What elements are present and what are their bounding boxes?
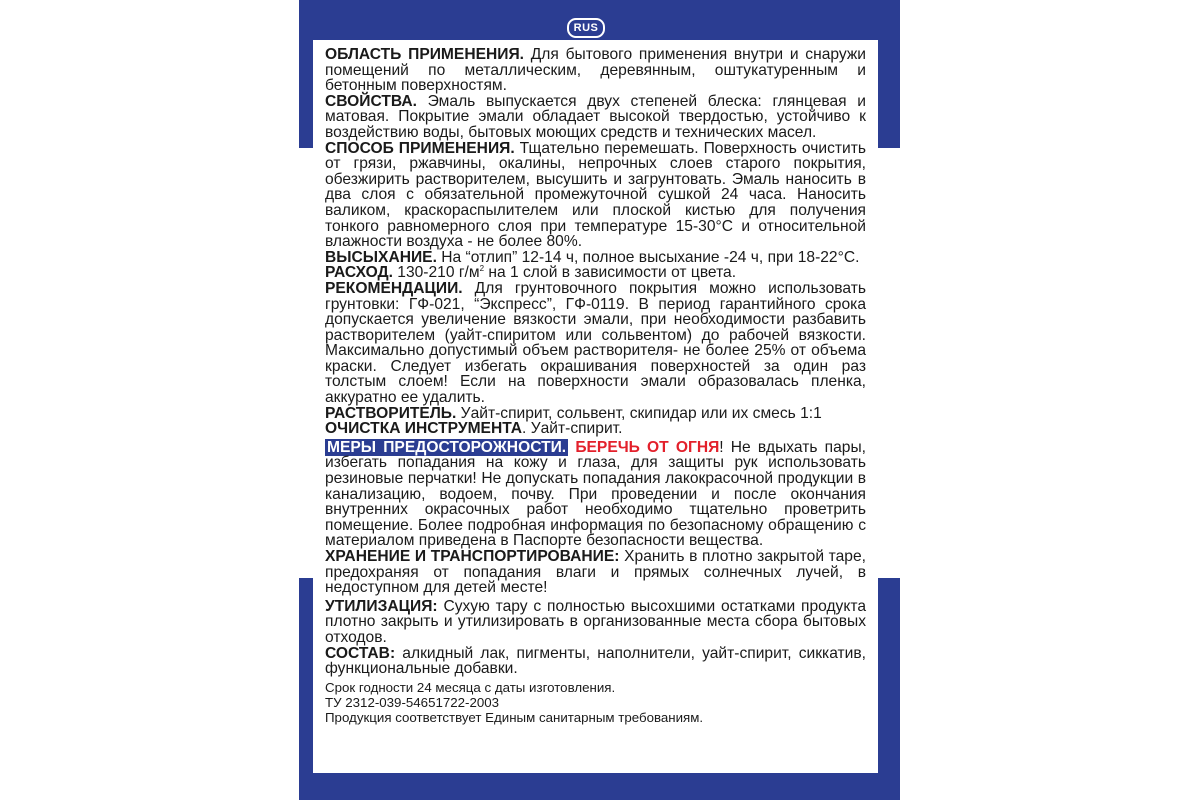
section-method	[325, 141, 878, 250]
section-text: Для бытового применения внутри и снаружи помещений по металлическим, деревянным, оштукатуренным и бетонным поверхностям.	[325, 46, 866, 95]
label-panel	[299, 0, 900, 800]
shelf-life: Срок годности 24 месяца с даты изготовления.	[325, 679, 616, 695]
section-heading: ХРАНЕНИЕ И ТРАНСПОРТИРОВАНИЕ:	[325, 548, 620, 565]
technical-standard: ТУ 2312-039-54651722-2003	[325, 695, 500, 711]
section-application	[325, 47, 878, 94]
section-precautions	[325, 440, 878, 549]
section-storage	[325, 549, 878, 596]
instructions-text	[313, 40, 878, 773]
section-heading: РАСХОД.	[325, 264, 393, 282]
section-drying	[325, 250, 878, 266]
section-text: 130-210 г/м	[392, 264, 480, 282]
section-text: Эмаль выпускается двух степеней блеска: глянцевая и матовая. Покрытие эмали обладает высокой твердостью, устойчиво к воздействию воды, бытовых моющих средств и технических масел.	[325, 92, 866, 141]
section-heading: ВЫСЫХАНИЕ.	[325, 248, 437, 266]
precautions-heading: МЕРЫ ПРЕДОСТОРОЖНОСТИ.	[327, 438, 567, 456]
section-text: На “отлип” 12-14 ч, полное высыхание -24 ч, при 18-22°С.	[436, 248, 860, 266]
section-text: Тщательно перемешать. Поверхность очистить от грязи, ржавчины, окалины, непрочных слоев старого покрытия, обезжирить растворителем, высушить и загрунтовать. Эмаль наносить в два слоя с обязательной промежуточной сушкой 24 часа. Наносить валиком, краскораспылителем или плоской кистью для получения тонкого равномерного слоя при температуре 15-30°С и относительной влажности воздуха - не более 80%.	[325, 139, 866, 251]
section-heading: СПОСОБ ПРИМЕНЕНИЯ.	[325, 139, 515, 157]
section-disposal	[325, 599, 878, 646]
section-text: Хранить в плотно закрытой таре, предохраняя от попадания влаги и прямых солнечных лучей, в недоступном для детей месте!	[325, 548, 866, 597]
section-properties	[325, 94, 878, 141]
section-text: ! Не вдыхать пары, избегать попадания на кожу и глаза, для защиты рук использовать резиновые перчатки! Не допускать попадания лакокрасочной продукции в канализацию, водоем, почву. При проведении и после окончания внутренних окрасочных работ необходимо тщательно проветрить помещение. Более подробная информация по безопасному обращению с материалом приведена в Паспорте безопасности вещества.	[325, 438, 866, 550]
section-text: Для грунтовочного покрытия можно использовать грунтовки: ГФ-021, “Экспресс”, ГФ-0119. В период гарантийного срока допускается увеличение вязкости эмали, при необходимости разбавить растворителем (уайт-спиритом или сольвентом) до рабочей вязкости. Максимально допустимый объем растворителя- не более 25% от объема краски. Следует избегать окрашивания поверхностей за один раз толстым слоем! Если на поверхности эмали образовалась пленка, аккуратно ее удалить.	[325, 279, 866, 407]
section-heading: РАСТВОРИТЕЛЬ.	[325, 404, 457, 422]
section-text: на 1 слой в зависимости от цвета.	[484, 264, 737, 282]
section-heading: РЕКОМЕНДАЦИИ.	[325, 279, 463, 297]
superscript: 2	[479, 264, 485, 274]
section-heading: СВОЙСТВА.	[325, 92, 417, 110]
compliance-note: Продукция соответствует Единым санитарным требованиям.	[325, 710, 704, 726]
section-heading: ОЧИСТКА ИНСТРУМЕНТА	[325, 420, 523, 438]
section-heading: СОСТАВ:	[325, 644, 396, 662]
section-text: алкидный лак, пигменты, наполнители, уайт-спирит, сиккатив, функциональные добавки.	[325, 644, 866, 678]
section-text: Сухую тару с полностью высохшими остатками продукта плотно закрыть и утилизировать в организованные места сбора бытовых отходов.	[325, 597, 866, 646]
section-composition	[325, 646, 878, 677]
language-badge: RUS	[567, 18, 605, 38]
section-consumption	[325, 265, 878, 281]
section-heading: ОБЛАСТЬ ПРИМЕНЕНИЯ.	[325, 46, 524, 63]
section-heading: УТИЛИЗАЦИЯ:	[325, 597, 438, 615]
section-cleaning	[325, 421, 878, 437]
section-text: Уайт-спирит, сольвент, скипидар или их смесь 1:1	[456, 404, 822, 422]
section-solvent	[325, 406, 878, 422]
fire-warning: БЕРЕЧЬ ОТ ОГНЯ	[575, 438, 720, 456]
section-recommendations	[325, 281, 878, 406]
section-text: . Уайт-спирит.	[522, 420, 623, 438]
